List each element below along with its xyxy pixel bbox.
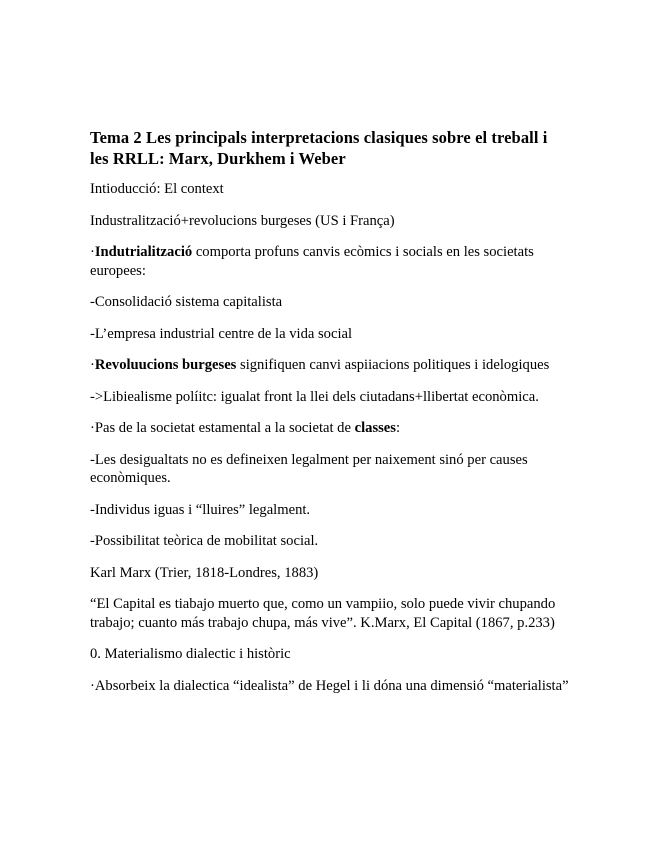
paragraph-capitalism: -Consolidació sistema capitalista [90,294,283,310]
paragraph-intro: Intioducció: El context [90,181,224,197]
paragraph-bourgeois-revolutions [90,356,570,375]
document-title: Tema 2 Les principals interpretacions clasiques sobre el treball i les RRLL: Marx, Durkhem i Weber [90,128,548,168]
bold-term: classes [354,420,396,436]
paragraph-dialectic: ·Absorbeix la dialectica “idealista” de Hegel i li dóna una dimensió “materialista” [90,677,569,694]
paragraph-text: comporta profuns canvis ecòmics i socials en les societats europees: [90,244,534,279]
bold-term: Indutrialització [94,244,193,260]
paragraph-industrial-company: -L’empresa industrial centre de la vida social [90,325,353,342]
paragraph-text: : [395,420,401,436]
bold-term: Revoluucions burgeses [94,357,237,373]
paragraph-liberalism: ->Libiealisme políitc: igualat front la llei dels ciutadans+llibertat econòmica. [90,388,539,405]
paragraph-quote: “El Capital es tiabajo muerto que, como un vampiio, solo puede vivir chupando trabajo; cuanto más trabajo chupa, más vive”. K.Marx, El Capital (1867, p.233) [90,596,556,631]
paragraph-materialism: 0. Materialismo dialectic i històric [90,646,291,662]
paragraph-mobility: -Possibilitat teòrica de mobilitat social. [90,533,319,549]
paragraph-individuals: -Individus iguas i “lluires” legalment. [90,501,311,518]
bullet-prefix: · [90,357,95,373]
paragraph-text: ·Pas de la societat estamental a la societat de [90,420,355,436]
paragraph-industrialization: Industralització+revolucions burgeses (US i França) [90,212,395,229]
paragraph-industrialization-changes [90,243,570,280]
paragraph-classes [90,419,570,438]
bullet-prefix: · [90,244,95,260]
paragraph-karl-marx: Karl Marx (Trier, 1818-Londres, 1883) [90,564,319,581]
paragraph-inequalities: -Les desigualtats no es defineixen legalment per naixement sinó per causes econòmiques. [90,451,528,486]
document-page [90,127,570,708]
paragraph-text: signifiquen canvi aspiiacions politiques i idelogiques [236,357,550,373]
